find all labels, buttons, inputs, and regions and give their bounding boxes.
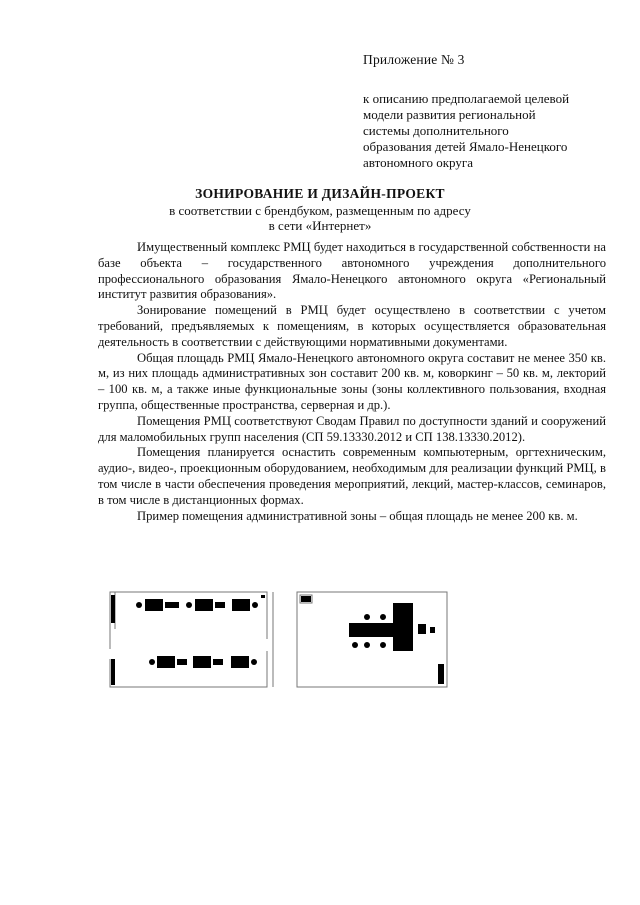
paragraph-zoning: Зонирование помещений в РМЦ будет осуществлено в соответствии с учетом требований, предъявляемых к помещениям, в которых осуществляется образовательная деятельность в соответствии с действующими нормативными документами. <box>98 303 606 349</box>
floor-plan-meeting-room <box>297 592 447 687</box>
floor-plans <box>105 589 450 699</box>
appendix-line: системы дополнительного <box>363 123 509 138</box>
appendix-line: к описанию предполагаемой целевой <box>363 91 570 106</box>
appendix-line: образования детей Ямало-Ненецкого <box>363 139 568 154</box>
subtitle-line: в сети «Интернет» <box>268 218 372 233</box>
paragraph-property: Имущественный комплекс РМЦ будет находиться в государственной собственности на базе объекта – государственного автономного учреждения дополнительного профессионального образования Ямало-Ненецкого автономного округа «Региональный институт развития образования». <box>98 240 606 302</box>
meeting-room-furniture <box>301 596 444 684</box>
paragraph-example: Пример помещения административной зоны – общая площадь не менее 200 кв. м. <box>137 508 578 523</box>
document-subtitle <box>0 203 640 233</box>
paragraph-area: Общая площадь РМЦ Ямало-Ненецкого автономного округа составит не менее 350 кв. м, из них площадь административных зон составит 200 кв. м, коворкинг – 50 кв. м, лекторий – 100 кв. м, а также иные функциональные зоны (зоны коллективного пользования, входная группа, общественные пространства, серверная и др.). <box>98 350 606 412</box>
subtitle-line: в соответствии с брендбуком, размещенным по адресу <box>169 203 471 218</box>
document-body <box>98 240 606 524</box>
appendix-title: Приложение № 3 <box>363 52 465 67</box>
appendix-line: модели развития региональной <box>363 107 536 122</box>
appendix-line: автономного округа <box>363 155 473 170</box>
document-title: ЗОНИРОВАНИЕ И ДИЗАЙН-ПРОЕКТ <box>195 186 445 201</box>
appendix-description <box>363 91 613 171</box>
office-furniture <box>111 595 265 685</box>
paragraph-equipment: Помещения планируется оснастить современным компьютерным, оргтехническим, аудио-, видео-, проекционным оборудованием, необходимым для реализации функций РМЦ, в том числе в части обеспечения проведения мероприятий, лекций, мастер-классов, семинаров, в том числе в дистанционных формах. <box>98 445 606 507</box>
paragraph-accessibility: Помещения РМЦ соответствуют Сводам Правил по доступности зданий и сооружений для маломобильных групп населения (СП 59.13330.2012 и СП 138.13330.2012). <box>98 413 606 444</box>
